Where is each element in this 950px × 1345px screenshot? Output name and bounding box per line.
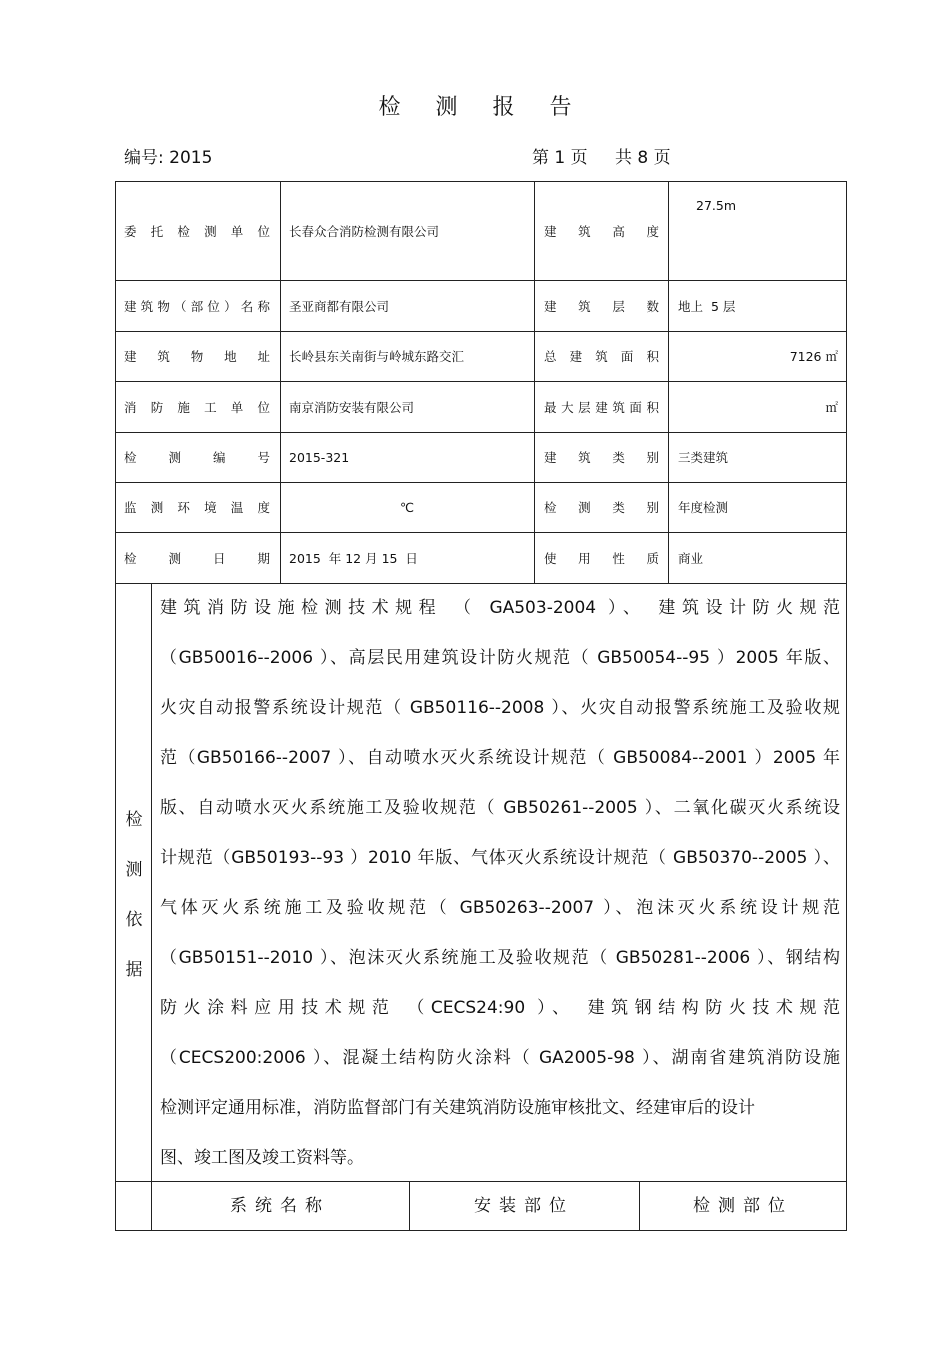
basis-line: 气体灭火系统施工及验收规范（ GB50263--2007 ）、泡沫灭火系统设计规范 xyxy=(160,898,840,918)
report-title: 检 测 报 告 xyxy=(378,95,586,120)
value-total-area: 7126 ㎡ xyxy=(789,349,838,364)
footer-system-name: 系统名称 xyxy=(230,1196,330,1216)
basis-label-char: 检 xyxy=(125,810,143,830)
label-test-number: 检测编号 xyxy=(124,450,270,465)
basis-label-text xyxy=(118,795,150,995)
basis-line: （GB50016--2006 ）、高层民用建筑设计防火规范（ GB50054--95 ）2005 年版、 xyxy=(160,648,840,668)
basis-line: 版、自动喷水灭火系统施工及验收规范（ GB50261--2005 ）、二氧化碳灭火系统设 xyxy=(160,798,840,818)
label-client: 委托检测单位 xyxy=(124,223,270,239)
basis-label xyxy=(118,795,150,995)
value-building-name: 圣亚商都有限公司 xyxy=(289,298,390,314)
value-usage: 商业 xyxy=(678,550,704,566)
basis-line: （GB50151--2010 ）、泡沫灭火系统施工及验收规范（ GB50281--2006 ）、钢结构 xyxy=(160,948,840,968)
label-height: 建筑高度 xyxy=(544,223,659,239)
page-indicator xyxy=(532,143,675,168)
basis-line: （CECS200:2006 ）、混凝土结构防火涂料（ GA2005-98 ）、湖南省建筑消防设施 xyxy=(160,1048,840,1068)
footer-test-location: 检测部位 xyxy=(693,1196,793,1216)
value-test-type: 年度检测 xyxy=(678,500,729,515)
footer-install-location: 安装部位 xyxy=(474,1196,574,1216)
value-temperature: ℃ xyxy=(399,499,415,515)
label-building-category: 建筑类别 xyxy=(544,450,659,465)
value-floors: 地上 5 层 xyxy=(678,298,736,314)
page-current: 第 1 页 xyxy=(532,148,588,168)
label-contractor: 消防施工单位 xyxy=(124,399,270,415)
basis-line: 计规范（GB50193--93 ）2010 年版、气体灭火系统设计规范（ GB50370--2005 ）、 xyxy=(160,848,840,868)
basis-line: 范（GB50166--2007 ）、自动喷水灭火系统设计规范（ GB50084--2001 ）2005 年 xyxy=(160,748,840,768)
basis-label-char: 依 xyxy=(125,910,143,930)
value-address: 长岭县东关南街与岭城东路交汇 xyxy=(289,349,465,364)
label-total-area: 总建筑面积 xyxy=(544,349,659,364)
label-usage: 使用性质 xyxy=(544,550,659,566)
label-floors: 建筑层数 xyxy=(544,298,659,314)
value-height: 27.5m xyxy=(696,197,737,213)
label-test-type: 检测类别 xyxy=(544,500,659,515)
report-number: 编号: 2015 xyxy=(124,148,213,168)
basis-line: 建筑消防设施检测技术规程 （ GA503-2004 ）、 建筑设计防火规范 xyxy=(160,598,840,618)
basis-label-char: 测 xyxy=(125,860,143,880)
label-address: 建筑物地址 xyxy=(124,349,270,364)
basis-text xyxy=(160,583,840,1183)
basis-line: 图、竣工图及竣工资料等。 xyxy=(160,1148,364,1168)
value-test-number: 2015-321 xyxy=(289,449,350,465)
basis-label-char: 据 xyxy=(125,960,143,980)
basis-line: 检测评定通用标准，消防监督部门有关建筑消防设施审核批文、经建审后的设计 xyxy=(160,1098,755,1118)
basis-line: 火灾自动报警系统设计规范（ GB50116--2008 ）、火灾自动报警系统施工及验收规 xyxy=(160,698,840,718)
value-building-category: 三类建筑 xyxy=(678,450,729,465)
page-total: 共 8 页 xyxy=(615,148,671,168)
label-building-name: 建筑物（部位）名称 xyxy=(124,298,270,314)
value-test-date: 2015 年 12 月 15 日 xyxy=(289,550,418,566)
label-max-floor-area: 最大层建筑面积 xyxy=(544,399,659,415)
label-temperature: 监测环境温度 xyxy=(124,500,270,515)
basis-line: 防火涂料应用技术规范 （CECS24:90 ）、 建筑钢结构防火技术规范 xyxy=(160,998,840,1018)
value-contractor: 南京消防安装有限公司 xyxy=(289,399,415,415)
value-client: 长春众合消防检测有限公司 xyxy=(289,223,440,239)
value-max-floor-area: ㎡ xyxy=(825,399,838,415)
label-test-date: 检测日期 xyxy=(124,550,270,566)
